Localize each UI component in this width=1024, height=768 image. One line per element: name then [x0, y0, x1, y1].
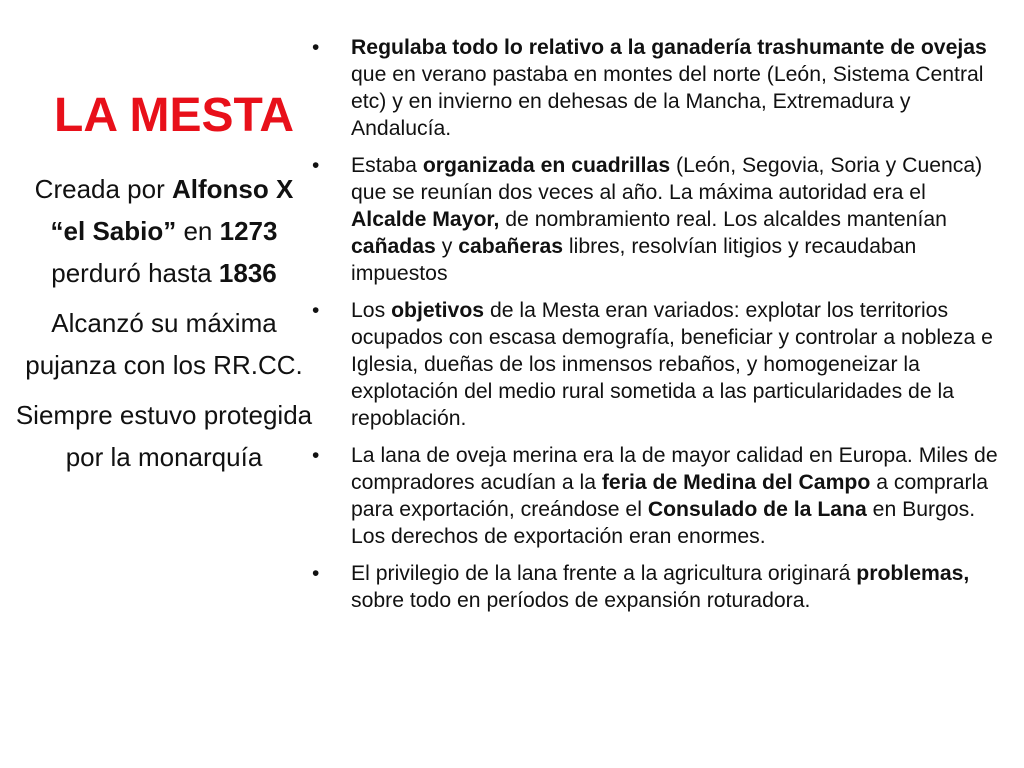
bullet-icon: •: [312, 299, 320, 322]
body-text: Estaba: [351, 154, 423, 177]
bold-text: objetivos: [391, 299, 485, 322]
creation-paragraph: [14, 168, 314, 294]
left-column: [14, 168, 314, 486]
right-column: [306, 34, 1006, 624]
body-text: que en verano pastaba en montes del norte (León, Sistema Central etc) y en invierno en dehesas de la Mancha, Extremadura y Andalucía.: [351, 63, 984, 140]
text-en: en: [176, 216, 220, 246]
body-text: de la Mesta eran variados: explotar los territorios ocupados con escasa demografía, beneficiar y controlar a nobleza e Iglesia, dueñas de los inmensos rebaños, y homogeneizar la explotación del medio rural sometida a las particularidades de la repoblación.: [351, 299, 993, 430]
slide-title: LA MESTA: [54, 89, 294, 142]
bold-text: cañadas: [351, 235, 436, 258]
bold-text: Consulado de la Lana: [647, 498, 867, 521]
bold-text: problemas,: [856, 562, 970, 585]
text-perduro-hasta: perduró hasta: [51, 258, 219, 288]
body-text: en Burgos. Los derechos de exportación eran enormes.: [351, 498, 976, 548]
text-year-1836: 1836: [218, 258, 277, 288]
body-text: Los: [351, 299, 392, 322]
list-item: [306, 442, 1006, 550]
bold-text: Regulaba todo lo relativo a la ganadería trashumante de ovejas: [351, 36, 987, 59]
bold-text: feria de Medina del Campo: [601, 471, 871, 494]
bullet-icon: •: [312, 562, 320, 585]
list-item: [306, 297, 1006, 432]
bullet-icon: •: [312, 154, 320, 177]
body-text: La lana de oveja merina era la de mayor calidad en Europa. Miles de compradores acudían a la: [351, 444, 998, 494]
text-alfonso-x: Alfonso X “el Sabio”: [50, 174, 294, 246]
body-text: (León, Segovia, Soria y Cuenca) que se reunían dos veces al año. La máxima autoridad era el: [351, 154, 983, 204]
bold-text: organizada en cuadrillas: [422, 154, 671, 177]
body-text: a comprarla para exportación, creándose el: [351, 471, 989, 521]
body-text: y: [435, 235, 459, 258]
list-item: [306, 560, 1006, 614]
bold-text: Alcalde Mayor,: [351, 208, 500, 231]
body-text: de nombramiento real. Los alcaldes mantenían: [499, 208, 947, 231]
peak-paragraph: Alcanzó su máxima pujanza con los RR.CC.: [25, 308, 303, 380]
text-year-1273: 1273: [219, 216, 278, 246]
list-item: [306, 152, 1006, 287]
bullet-icon: •: [312, 444, 320, 467]
text-creada-por: Creada por: [34, 174, 172, 204]
protection-paragraph: Siempre estuvo protegida por la monarquía: [15, 400, 313, 472]
bold-text: cabañeras: [458, 235, 564, 258]
body-text: libres, resolvían litigios y recaudaban impuestos: [351, 235, 917, 285]
body-text: sobre todo en períodos de expansión roturadora.: [351, 589, 811, 612]
bullet-icon: •: [312, 36, 320, 59]
body-text: El privilegio de la lana frente a la agricultura originará: [351, 562, 857, 585]
list-item: [306, 34, 1006, 142]
bullet-list: [306, 34, 1006, 614]
